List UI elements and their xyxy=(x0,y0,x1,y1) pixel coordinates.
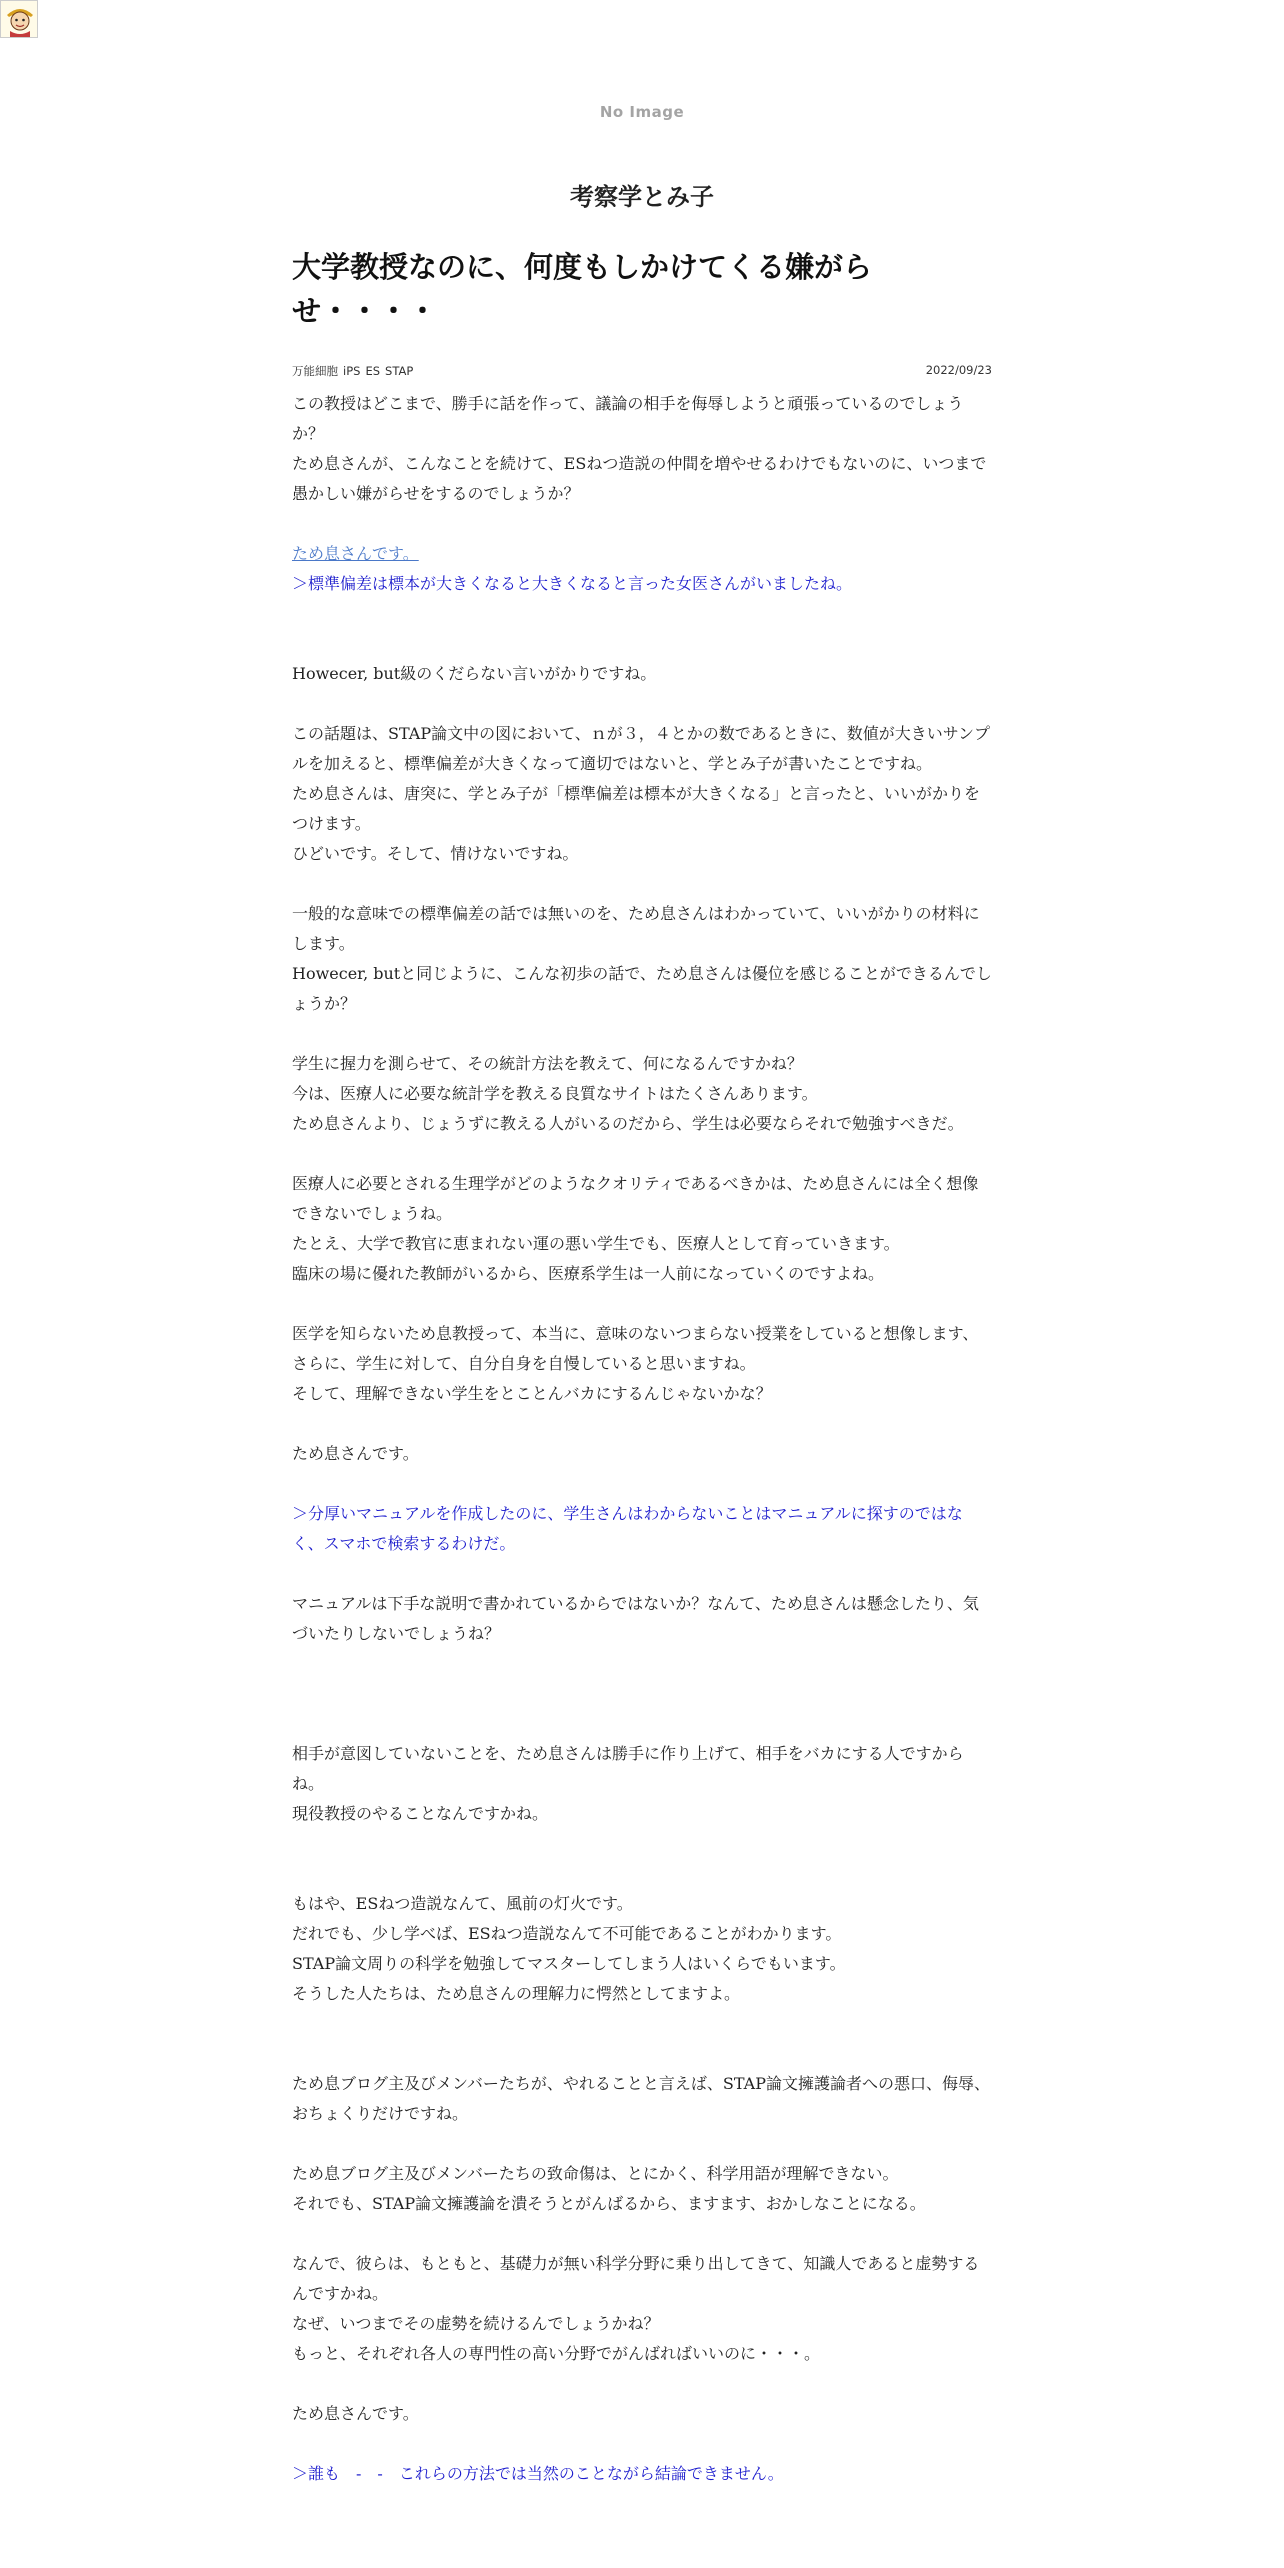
paragraph: ひどいです。そして、情けないですね。 xyxy=(292,844,579,863)
paragraph: そうした人たちは、ため息さんの理解力に愕然としてますよ。 xyxy=(292,1984,741,2003)
page-title: 大学教授なのに、何度もしかけてくる嫌がらせ・・・・ xyxy=(292,250,873,328)
paragraph: 一般的な意味での標準偏差の話では無いのを、ため息さんはわかっていて、いいがかりの材料にします。 xyxy=(292,904,980,953)
paragraph: ため息さんです。 xyxy=(292,1444,419,1463)
paragraph: なんで、彼らは、もともと、基礎力が無い科学分野に乗り出してきて、知識人であると虚勢するんですかね。 xyxy=(292,2254,980,2303)
paragraph: そして、理解できない学生をとことんバカにするんじゃないかな？ xyxy=(292,1384,772,1403)
paragraph: ため息ブログ主及びメンバーたちが、やれることと言えば、STAP論文擁護論者への悪口、侮辱、おちょくりだけですね。 xyxy=(292,2074,990,2123)
paragraph: この教授はどこまで、勝手に話を作って、議論の相手を侮辱しようと頑張っているのでしょうか？ xyxy=(292,394,964,443)
paragraph: この話題は、STAP論文中の図において、ｎが３，４とかの数であるときに、数値が大きいサンプルを加えると、標準偏差が大きくなって適切ではないと、学とみ子が書いたことですね。 xyxy=(292,724,990,773)
paragraph: それでも、STAP論文擁護論を潰そうとがんばるから、ますます、おかしなことになる。 xyxy=(292,2194,926,2213)
paragraph: 今は、医療人に必要な統計学を教える良質なサイトはたくさんあります。 xyxy=(292,1084,818,1103)
paragraph: ため息さんは、唐突に、学とみ子が「標準偏差は標本が大きくなる」と言ったと、いいがかりをつけます。 xyxy=(292,784,981,833)
paragraph: もはや、ESねつ造説なんて、風前の灯火です。 xyxy=(292,1894,633,1913)
tag-link[interactable]: STAP xyxy=(385,364,414,378)
paragraph: 医学を知らないため息教授って、本当に、意味のないつまらない授業をしていると想像します、 xyxy=(292,1324,979,1343)
header-image-placeholder: No Image xyxy=(599,103,685,121)
tameiki-link[interactable]: ため息さんです。 xyxy=(292,544,419,563)
paragraph: ため息さんが、こんなことを続けて、ESねつ造説の仲間を増やせるわけでもないのに、いつまで愚かしい嫌がらせをするのでしょうか？ xyxy=(292,454,987,503)
paragraph: マニュアルは下手な説明で書かれているからではないか？なんて、ため息さんは懸念したり、気づいたりしないでしょうね？ xyxy=(292,1594,979,1643)
paragraph: もっと、それぞれ各人の専門性の高い分野でがんばればいいのに・・・。 xyxy=(292,2344,821,2363)
paragraph: ため息ブログ主及びメンバーたちの致命傷は、とにかく、科学用語が理解できない。 xyxy=(292,2164,899,2183)
article xyxy=(292,245,992,2489)
quote: ＞誰も - - これらの方法では当然のことながら結論できません。 xyxy=(292,2464,784,2483)
blog-title[interactable]: 考察学とみ子 xyxy=(570,183,714,211)
paragraph: Howecer, but級のくだらない言いがかりですね。 xyxy=(292,664,657,683)
paragraph: STAP論文周りの科学を勉強してマスターしてしまう人はいくらでもいます。 xyxy=(292,1954,846,1973)
post-date: 2022/09/23 xyxy=(925,363,992,377)
paragraph: Howecer, butと同じように、こんな初歩の話で、ため息さんは優位を感じることができるんでしょうか？ xyxy=(292,964,992,1013)
avatar-icon xyxy=(1,1,38,38)
quote: ＞標準偏差は標本が大きくなると大きくなると言った女医さんがいましたね。 xyxy=(292,574,853,593)
tag-link[interactable]: iPS xyxy=(343,364,361,378)
paragraph: 学生に握力を測らせて、その統計方法を教えて、何になるんですかね？ xyxy=(292,1054,803,1073)
paragraph: 医療人に必要とされる生理学がどのようなクオリティであるべきかは、ため息さんには全く想像できないでしょうね。 xyxy=(292,1174,979,1223)
paragraph: 現役教授のやることなんですかね。 xyxy=(292,1804,549,1823)
post-body xyxy=(292,389,992,2489)
paragraph: 相手が意図していないことを、ため息さんは勝手に作り上げて、相手をバカにする人ですからね。 xyxy=(292,1744,964,1793)
avatar[interactable] xyxy=(0,0,38,38)
post-meta xyxy=(292,363,992,379)
paragraph: ため息さんです。 xyxy=(292,2404,419,2423)
tag-link[interactable]: 万能細胞 xyxy=(292,364,338,378)
paragraph: ため息さんより、じょうずに教える人がいるのだから、学生は必要ならそれで勉強すべきだ。 xyxy=(292,1114,964,1133)
paragraph: たとえ、大学で教官に恵まれない運の悪い学生でも、医療人として育っていきます。 xyxy=(292,1234,900,1253)
quote: ＞分厚いマニュアルを作成したのに、学生さんはわからないことはマニュアルに探すのではなく、スマホで検索するわけだ。 xyxy=(292,1504,963,1553)
paragraph: なぜ、いつまでその虚勢を続けるんでしょうかね？ xyxy=(292,2314,660,2333)
paragraph: だれでも、少し学べば、ESねつ造説なんて不可能であることがわかります。 xyxy=(292,1924,842,1943)
paragraph: さらに、学生に対して、自分自身を自慢していると思いますね。 xyxy=(292,1354,756,1373)
paragraph: 臨床の場に優れた教師がいるから、医療系学生は一人前になっていくのですよね。 xyxy=(292,1264,885,1283)
tag-list xyxy=(292,363,418,379)
tag-link[interactable]: ES xyxy=(365,364,381,378)
